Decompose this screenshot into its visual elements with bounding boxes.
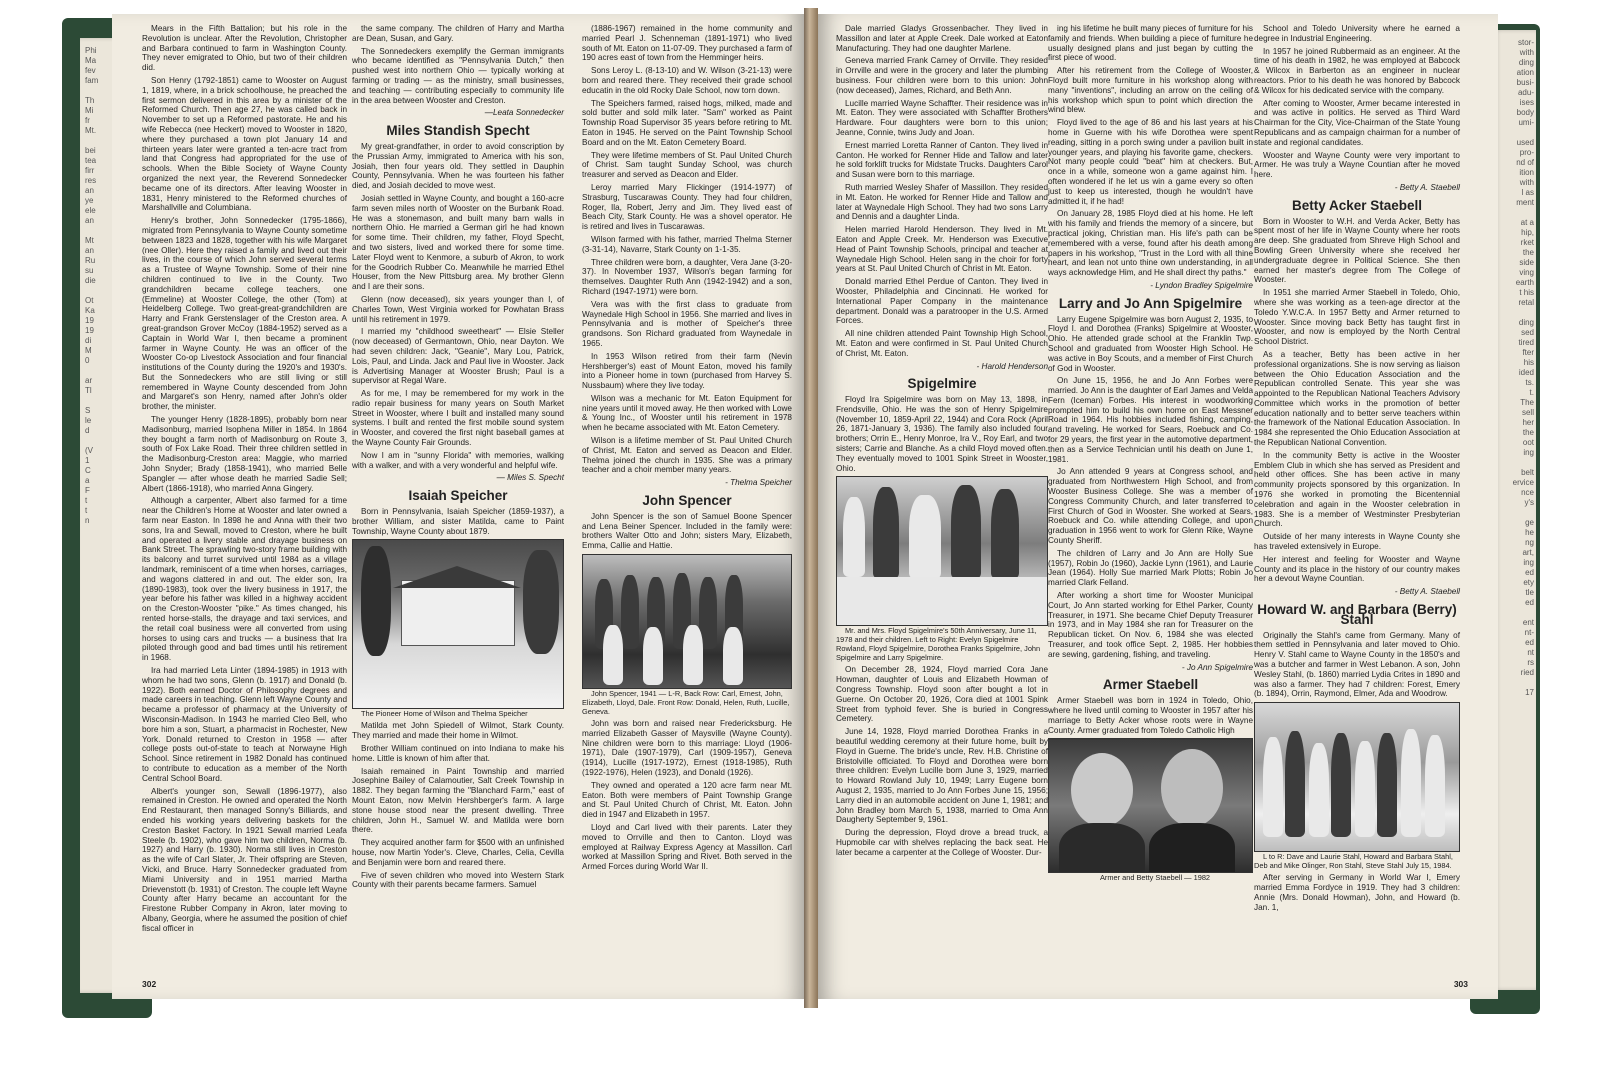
paragraph: Helen married Harold Henderson. They lived in Mt. Eaton and Apple Creek. Mr. Henderson was Executive Head of Paint Township Schools, principal and teacher at Waynedale High School. Helen sang in the choir for forty years at St. Paul United Church of Christ in Mt. Eaton. xyxy=(836,225,1048,274)
paragraph: Sons Leroy L. (8-13-10) and W. Wilson (3-21-13) were born and reared there. They received their grade school educatin in the old Rocky Dale School, now torn down. xyxy=(582,66,792,95)
paragraph: Although a carpenter, Albert also farmed for a time near the Children's Home at Wooster and later owned a farm near Easton. In 1898 he and Anna with their two sons, Ira and Sewall, moved to Creston, where he built and operated a livery stable and drayage business on Bank Street. The sprawling two-story frame building with its balcony and turret survived until 1984 as a village landmark, reminiscent of a time when horses, carriages, and wagons clattered in and out. The elder son, Ira (1890-1983), took over the livery business in 1917, the year before his father was killed in a highway accident on the Creston-Wooster "pike." As times changed, his rented horse-stalls, the drayage and taxi services, and the retail coal business were all converted from using horses to using cars and trucks — a business that Ira piloted through good and bad times until his retirement in 1968. xyxy=(142,496,347,663)
larry-jo-ann-article xyxy=(1048,315,1253,660)
book-spine xyxy=(804,8,818,1008)
paragraph: On January 28, 1985 Floyd died at his home. He left with his family and friends the memory of a sincere, but practical joking, Christian man. His life's path can be remembered with a verse, found after his death among papers in his workshop, "Trust in the Lord with all thine heart, and lean not unto thine own understanding, in all ways acknowledge Him, and He shall direct thy paths." xyxy=(1048,209,1253,278)
left-column-1 xyxy=(142,24,347,973)
speicher-article-continued xyxy=(582,24,792,475)
paragraph: In the community Betty is active in the Wooster Emblem Club in which she has served as President and held other offices. She has been active in many community projects sponsored by this organization. In 1976 she worked in promoting the Bicentennial celebration and again in the Wooster celebration in 1983. She is a member of Westminster Presbyterian Church. xyxy=(1254,450,1460,529)
edge-fragment: ety xyxy=(1523,578,1534,587)
edge-fragment: res xyxy=(85,176,97,185)
paragraph: Floyd Ira Spigelmire was born on May 13, 1898, in Frendsville, Ohio. He was the son of Henry Spigelmire (November 10, 1859-April 22, 1944) and Cora Rock (April 26, 1871-January 3, 1936). The family also included four brothers; Orrin E., Henry Monroe, Ira V., Roy Earl, and two sisters; Carrie and Blanche. As a child Floyd moved often. They eventually moved to 1001 Spink Street in Wooster, Ohio. xyxy=(836,395,1048,473)
edge-fragment: t. xyxy=(1529,388,1534,397)
edge-fragment: ed xyxy=(1525,638,1534,647)
paragraph: Leroy married Mary Flickinger (1914-1977) of Strasburg, Tuscarawas County. They had four children, Roger, Ila, Robert, Jerry and Jim. They lived east of Beach City, Stark County. He was a shovel operator. He is retired and lives in Tuscarawas. xyxy=(582,182,792,232)
paragraph: After working a short time for Wooster Municipal Court, Jo Ann started working for Ethel Parker, County Treasurer, in 1971. She became Chief Deputy Treasurer in 1973, and in May 1984 she ran for Treasurer on the Republican ticket. On Nov. 6, 1984 she was elected Treasurer, and took office Sept. 2, 1985. Her hobbies are sewing, gardening, fishing, and traveling. xyxy=(1048,591,1253,659)
edge-fragment: Ma xyxy=(85,56,97,65)
edge-fragment: Phi xyxy=(85,46,97,55)
edge-fragment: ar xyxy=(85,376,93,385)
edge-fragment: ation xyxy=(1516,68,1534,77)
edge-fragment: his xyxy=(1523,358,1534,367)
paragraph: Jo Ann attended 9 years at Congress school, and graduated from Northwestern High School, and from Wooster Business College. She was a member of Congress Community Church, and later transferred to First Church of God in Wooster. She worked at Sears, Roebuck and Co. while attending College, and upon graduation in 1956 went to work for Glenn Rike, Wayne County Sheriff. xyxy=(1048,467,1253,546)
edge-fragment: bei xyxy=(85,146,96,155)
paragraph: Geneva married Frank Carney of Orrville. They resided in Orrville and were in the grocery and later the plumbing business. Four children were born to this union: John (now deceased), James, Richard, and Beth Ann. xyxy=(836,56,1048,95)
edge-fragment: tle xyxy=(1525,588,1534,597)
heading-larry-jo-ann-spigelmire: Larry and Jo Ann Spigelmire xyxy=(1058,295,1243,311)
paragraph: Floyd lived to the age of 86 and his last years at his home in Guerne with his wife Dorothea were spent reading, sitting in a porch swing under a pavilion built in younger years, and playing his favorite game, checkers. Not many people could "beat" him at checkers. But, once in a while, someone won a game against him. I often wondered if he let us win a game every so often just to keep us interested, though he wouldn't have admitted it, if he had! xyxy=(1048,118,1253,206)
edge-fragment: ving xyxy=(1519,268,1534,277)
edge-fragment: at a xyxy=(1520,218,1534,227)
paragraph: School and Toledo University where he earned a degree in Industrial Engineering. xyxy=(1254,24,1460,43)
paragraph: Matilda met John Spiedell of Wilmot, Stark County. They married and made their home in Wilmot. xyxy=(352,721,564,741)
edge-fragment: pro- xyxy=(1519,148,1534,157)
paragraph: After serving in Germany in World War I, Emery married Emma Fordyce in 1919. They had 3 children: Annie (Mrs. Donald Howman), John, and Howard (b. Jan. 1, xyxy=(1254,873,1460,912)
edge-fragment: ed xyxy=(1525,598,1534,607)
byline: - Harold Henderson xyxy=(976,361,1048,371)
edge-fragment: ge xyxy=(1525,518,1534,527)
edge-fragment: fr xyxy=(85,116,90,125)
edge-fragment: with xyxy=(1519,48,1534,57)
edge-fragment: 19 xyxy=(85,316,94,325)
paragraph: Ruth married Wesley Shafer of Massillon. They resided in Mt. Eaton. He worked for Renner Hide and Tallow and later at Waynedale High School. They had two sons Larry and Dennis and a daughter Linda. xyxy=(836,182,1048,222)
paragraph: Isaiah remained in Paint Township and married Josephine Bailey of Calamoutier, Salt Creek Township in 1882. They began farming the "Blanchard Farm," east of Mount Eaton, now Melvin Hershberger's farm. A large stone house stood near the present dwelling. Three children, John H., Samuel W. and Matilda were born there. xyxy=(352,766,564,835)
paragraph: All nine children attended Paint Township High School, Mt. Eaton and were confirmed in St. Paul United Church of Christ, Mt. Eaton. xyxy=(836,329,1048,358)
page-number: 303 xyxy=(1453,979,1468,989)
edge-fragment: rs xyxy=(1527,658,1534,667)
byline: - Betty A. Staebell xyxy=(1394,182,1460,192)
paragraph: In 1953 Wilson retired from their farm (Nevin Hershberger's) east of Mount Eaton, moved his family into a Pioneer home in town (purchased from Harvey S. Nussbaum) where they live today. xyxy=(582,351,792,391)
edge-fragment: (V xyxy=(85,446,93,455)
edge-fragment: ding xyxy=(1518,58,1534,67)
edge-fragment: ises xyxy=(1519,98,1534,107)
paragraph: John Spencer is the son of Samuel Boone Spencer and Lena Beiner Spencer. Included in the family were: brothers Walter Otto and John; sisters Mary, Elizabeth, Emma, Callie and Hattie. xyxy=(582,511,792,551)
paragraph: In 1957 he joined Rubbermaid as an engineer. At the time of his death in 1982, he was employed at Babcock & Wilcox in Barberton as an engineer in nuclear reactors. Prior to his death he was honored by Babcock & Wilcox for his dedicated service with the company. xyxy=(1254,46,1460,95)
edge-fragment: belt xyxy=(1521,468,1534,477)
edge-fragment: ing xyxy=(1523,558,1534,567)
heading-miles-standish-specht: Miles Standish Specht xyxy=(386,123,530,139)
edge-fragment: firr xyxy=(85,166,95,175)
photo-caption: Armer and Betty Staebell — 1982 xyxy=(1099,873,1211,883)
paragraph: Born in Wooster to W.H. and Verda Acker, Betty has spent most of her life in Wayne County where her roots are deep. She graduated from Shreve High School and Bowling Green University where she received her undergraduate degree in Political Science. She then earned her master's degree from The College of Wooster. xyxy=(1254,216,1460,285)
edge-fragment: sed xyxy=(1521,328,1534,337)
spigelmire-article-intro xyxy=(836,395,1048,473)
specht-article xyxy=(352,142,564,471)
spigelmire-article-continued xyxy=(1048,24,1253,278)
edge-fragment: tired xyxy=(1518,338,1534,347)
edge-fragment: umi- xyxy=(1518,118,1534,127)
edge-fragment: ele xyxy=(85,206,96,215)
edge-fragment: M xyxy=(85,346,92,355)
edge-fragment: hip, xyxy=(1521,228,1534,237)
edge-fragment: Mt. xyxy=(85,126,97,135)
heading-john-spencer: John Spencer xyxy=(642,493,732,509)
right-column-1 xyxy=(836,24,1048,973)
edge-fragment: t his xyxy=(1519,288,1534,297)
edge-fragment: art, xyxy=(1522,548,1534,557)
paragraph: ing his lifetime he built many pieces of furniture for his family and friends. When building a piece of furniture he usually designed plans and just began by cutting the first piece of wood. xyxy=(1048,24,1253,63)
edge-fragment: su xyxy=(85,266,94,275)
photo-caption: John Spencer, 1941 — L-R, Back Row: Carl, Ernest, John, Elizabeth, Lloyd, Dale. Front Row: Donald, Helen, Ruth, Lucille, Geneva. xyxy=(582,689,790,717)
edge-fragment: C xyxy=(85,466,91,475)
paragraph: Wilson was a mechanic for Mt. Eaton Equipment for nine years until it moved away. He then worked with Lowe & Young Inc., of Wooster until his retirement in 1978 when he became associated with Mt. Eaton Cemetery. xyxy=(582,393,792,433)
edge-fragment: Th xyxy=(85,96,95,105)
edge-fragment: di xyxy=(85,336,92,345)
edge-fragment: l as xyxy=(1521,188,1534,197)
paragraph: On June 15, 1956, he and Jo Ann Forbes were married. Jo Ann is the daughter of Earl James and Velda Fern (Iceman) Forbes. His interest in woodworking prompted him to build his own home on East Messner Road in 1964. His hobbies included fishing, camping, and traveling. He worked for Sears, Roebuck and Co. for 29 years, the first year in the automotive department, then as a Service Technician until his death on June 1, 1981. xyxy=(1048,376,1253,464)
byline: — Miles S. Specht xyxy=(496,473,564,483)
paragraph: As a teacher, Betty has been active in her professional organizations. She is now serving as liaison between the Ohio Education Association and the Republican controlled Senate. This year she was appointed to the Republican National Teachers Advisory Committee which works in the promotion of better education nationally and to better serve teachers within the framework of the National Education Association. In 1984 she represented the Ohio Education Association at the Republican National Convention. xyxy=(1254,349,1460,448)
photo-caption: L to R: Dave and Laurie Stahl, Howard and Barbara Stahl, Deb and Mike Olinger, Ron Stahl, Steve Stahl July 15, 1984. xyxy=(1254,852,1453,871)
stahl-article-intro xyxy=(1254,631,1460,700)
page-number: 302 xyxy=(142,979,157,989)
paragraph: Son Henry (1792-1851) came to Wooster on August 1, 1819, where, in a brick schoolhouse, he preached the first sermon delivered in this area by a minister of the Reformed Church. Then age 27, he was called back in November to set up a Reformed pastorate. He and his wife Rebecca (nee Heckert) moved to Wooster in 1820, where they purchased a town plot January 14 and thirteen years later were granted a ten-acre tract from land that Congress had appropriated for the use of schools. When the Bible Society of Wayne County organized the next year, the Reverend Sonnedecker became one of its directors. After leaving Wooster in 1831, Henry ministered to the Reformed churches of Marshallville and Columbiana. xyxy=(142,75,347,213)
photo-armer-betty-staebell xyxy=(1048,738,1253,873)
right-page xyxy=(818,14,1498,999)
spencer-family-continued xyxy=(836,24,1048,359)
edge-fragment: with xyxy=(1519,178,1534,187)
paragraph: Donald married Ethel Perdue of Canton. They lived in Wooster, Philadelphia and Cincinnati. He worked for International Paper Company in the maintenance department. Donald was a paratrooper in the U.S. Armed Forces. xyxy=(836,277,1048,326)
edge-fragment: ervice xyxy=(1512,478,1534,487)
byline: - Thelma Speicher xyxy=(725,478,792,488)
paragraph: Her interest and feeling for Wooster and Wayne County and its place in the history of our country makes her a devout Wayne Countian. xyxy=(1254,554,1460,584)
left-column-3 xyxy=(582,24,792,973)
paragraph: They were lifetime members of St. Paul United Church of Christ. Sam taught Sunday School, was church treasurer and served as Deacon and Elder. xyxy=(582,150,792,180)
edge-fragment: the xyxy=(1522,248,1534,257)
paragraph: I married my "childhood sweetheart" — Elsie Steller (now deceased) of Germantown, Ohio, near Dayton. We had seven children: Jack, "Geanie", Mary Lou, Patrick, Lois, Paul, and Linda. Jack and Paul live in Wooster. Jack is Advertising Manager at Wooster Brush; Paul is a supervisor at Regal Ware. xyxy=(352,327,564,386)
paragraph: The children of Larry and Jo Ann are Holly Sue (1957), Robin Jo (1960), Jackie Lynn (1961), and Laurie Jean (1964). Holly Sue married Mark Plotts; Robin Jo married Clark Felland. xyxy=(1048,548,1253,588)
heading-isaiah-speicher: Isaiah Speicher xyxy=(408,488,508,504)
edge-fragment: rket xyxy=(1520,238,1534,247)
edge-fragment: retal xyxy=(1518,298,1534,307)
edge-fragment: an xyxy=(85,216,94,225)
edge-fragment: t xyxy=(85,496,88,505)
sonnedecker-article-continued xyxy=(142,24,347,934)
edge-fragment: busi- xyxy=(1516,78,1534,87)
edge-fragment: ided xyxy=(1518,368,1534,377)
spencer-article-intro xyxy=(582,512,792,551)
page-stack-right xyxy=(1494,30,1536,990)
photo-pioneer-home xyxy=(352,539,564,709)
edge-fragment: an xyxy=(85,186,94,195)
spigelmire-article xyxy=(836,665,1048,857)
paragraph: Originally the Stahl's came from Germany. Many of them settled in Pennsylvania and later moved to Ohio. Henry V. Stahl came to Wayne County in the 1850's and was a butcher and farmer in West Lebanon. A son, John Wesley Stahl, (b. 1860) married Lydia Crites in 1890 and was also a farmer. They had 7 children: Forest, Emery (b. 1894), Orrin, Raymond, Elmer, Ada and Woodrow. xyxy=(1254,630,1460,699)
paragraph: The Sonnedeckers exemplify the German immigrants who became identified as "Pennsylvania Dutch," then pushed west into northern Ohio — typically working at farming or trading — as the ministry, small businesses, and teaching — contributing especially to community life in the area between Wooster and Creston. xyxy=(352,46,564,105)
edge-fragment: fter xyxy=(1522,348,1534,357)
heading-betty-acker-staebell: Betty Acker Staebell xyxy=(1291,197,1423,213)
edge-fragment: Ru xyxy=(85,256,96,265)
edge-fragment: tea xyxy=(85,156,97,165)
edge-fragment: adu- xyxy=(1517,88,1534,97)
paragraph: On December 28, 1924, Floyd married Cora Jane Howman, daughter of Louis and Elizabeth Howman of Congress Township. Floyd soon after bought a lot in Guerne. On October 20, 1926, Cora died at 1001 Spink Street from typhoid fever. She is buried in Congress Cemetery. xyxy=(836,665,1048,724)
paragraph: After coming to Wooster, Armer became interested in and was active in politics. He served as Third Ward Chairman for the City, Vice-Chairman of the State Young Republicans and as campaign chairman for a number of state and regional candidates. xyxy=(1254,98,1460,147)
betty-article xyxy=(1254,217,1460,585)
edge-fragment: body xyxy=(1516,108,1534,117)
paragraph: Wilson farmed with his father, married Thelma Sterner (3-31-14), Navarre, Stark County on 1-1-35. xyxy=(582,234,792,254)
paragraph: Glenn (now deceased), six years younger than I, of Charles Town, West Virginia worked for Powhatan Brass until his retirement in 1979. xyxy=(352,294,564,324)
edge-fragment: ts. xyxy=(1525,378,1534,387)
photo-spencer-family xyxy=(582,554,792,689)
edge-fragment: used xyxy=(1516,138,1534,147)
paragraph: Ernest married Loretta Ranner of Canton. They lived in Canton. He worked for Renner Hide and Tallow and later he sold forklift trucks for Midstate Trucks. Daughters Carol and Susan were born to this marriage. xyxy=(836,140,1048,180)
paragraph: Mears in the Fifth Battalion; but his role in the Revolution is unclear. After the Revolution, Christopher and Barbara continued to farm in Washington County. They never emigrated to Ohio, but two of their children did. xyxy=(142,24,347,73)
edge-fragment: fam xyxy=(85,76,99,85)
edge-fragment: ment xyxy=(1516,198,1534,207)
armer-article-continued xyxy=(1254,24,1460,180)
paragraph: Five of seven children who moved into Western Stark County with their parents became farmers. Samuel xyxy=(352,870,564,890)
edge-fragment: Ka xyxy=(85,306,95,315)
paragraph: June 14, 1928, Floyd married Dorothea Franks in a beautiful wedding ceremony at their future home, built by Floyd in Guerne. The bride's uncle, Rev. H.B. Christine of Bristolville officiated. To Floyd and Dorothea were born three children: Evelyn Lucille born June 3, 1929, married to Howard Rowland July 10, 1949; Larry Eugene born August 2, 1935, married to Jo Ann Forbes June 15, 1956; Larry died in an automobile accident on June 1, 1981; and John Bradley born March 5, 1938, married to Oma Ann Daugherty September 9, 1961. xyxy=(836,727,1048,825)
sonnedecker-article-end xyxy=(352,24,564,105)
edge-fragment: fev xyxy=(85,66,96,75)
byline: - Betty A. Staebell xyxy=(1394,587,1460,597)
right-edge-text xyxy=(1494,30,1536,698)
edge-fragment: Tl xyxy=(85,386,92,395)
edge-fragment: side xyxy=(1519,258,1534,267)
edge-fragment: F xyxy=(85,486,90,495)
edge-fragment: ding xyxy=(1518,318,1534,327)
paragraph: Dale married Gladys Grossenbacher. They lived in Massillon and later at Apple Creek. Dale worked at Eaton Manufacturing. They had one daughter Marlene. xyxy=(836,24,1048,53)
edge-fragment: 17 xyxy=(1525,688,1534,697)
paragraph: Now I am in "sunny Florida" with memories, walking with a walker, and with a very wonderful and helpful wife. xyxy=(352,450,564,470)
edge-fragment: Mt xyxy=(85,236,94,245)
paragraph: Albert's younger son, Sewall (1896-1977), also remained in Creston. He owned and operated the North End Restaurant, then managed Sonny's Billiards, and ended his working years delivering baskets for the Creston Basket Factory. In 1921 Sewall married Leafa Steele (b. 1902), who gave him two children, Norma (b. 1927) and Harry (b. 1930). Norma still lives in Creston as the wife of Carl Slater, Jr. Their offspring are Steven, Vicki, and Bruce. Harry Sonnedecker graduated from Miami University and in 1951 married Martha Drievenstott (b. 1931) of Creston. The couple left Wayne County after Harry became an accountant for the Firestone Rubber Company in Akron, later moving to Albany, Georgia, where he assumed the position of chief fiscal officer in xyxy=(142,786,347,933)
edge-fragment: t xyxy=(85,506,88,515)
edge-fragment: y's xyxy=(1524,498,1534,507)
edge-fragment: sell xyxy=(1521,408,1534,417)
speicher-article-intro xyxy=(352,507,564,536)
edge-fragment: ent xyxy=(1522,618,1534,627)
paragraph: John was born and raised near Fredericksburg. He married Elizabeth Gasser of Maysville (Wayne County). Nine children were born to this marriage: Lloyd (1906-1971), Dale (1907-1979), Carl (1909-1957), Geneva (1914), Lucille (1917-1972), Ernest (1918-1985), Ruth (1922-1976), Helen (1923), and Donald (1926). xyxy=(582,719,792,778)
paragraph: Born in Pennsylvania, Isaiah Speicher (1859-1937), a brother William, and sister Matilda, came to Paint Township, Wayne County about 1879. xyxy=(352,507,564,536)
paragraph: Armer Staebell was born in 1924 in Toledo, Ohio, where he lived until coming to Wooster in 1957 after his marriage to Betty Acker whose roots were in Wayne County. Armer graduated from Toledo Catholic High xyxy=(1048,696,1253,735)
edge-fragment: ed xyxy=(1525,568,1534,577)
edge-fragment: oot xyxy=(1522,438,1534,447)
paragraph: Larry Eugene Spigelmire was born August 2, 1935, to Floyd I. and Dorothea (Franks) Spigelmire at Wooster, Ohio. He attended grade school at the Franklin Twp. School and graduated from Wooster High School. He was active in Boy Scouts, and a member of First Church of God in Wooster. xyxy=(1048,314,1253,373)
paragraph: During the depression, Floyd drove a bread truck, a Hupmobile car with shelves replacing the back seat. He later became a carpenter at the College of Wooster. Dur- xyxy=(836,828,1048,857)
edge-fragment: he xyxy=(1525,528,1534,537)
edge-fragment: The xyxy=(1520,398,1534,407)
paragraph: In 1951 she married Armer Staebell in Toledo, Ohio, where she was working as a teen-age director at the Toledo Y.W.C.A. In 1957 Betty and Armer returned to Wooster. Since moving back Betty has taught first in Wooster, and now is employed by the North Central School District. xyxy=(1254,288,1460,347)
edge-fragment: le xyxy=(85,416,92,425)
left-page xyxy=(112,14,804,999)
photo-caption: The Pioneer Home of Wilson and Thelma Speicher xyxy=(361,709,528,719)
stahl-article xyxy=(1254,873,1460,912)
heading-stahl: Howard W. and Barbara (Berry) Stahl xyxy=(1257,602,1457,627)
right-column-3 xyxy=(1254,24,1460,973)
paragraph: (1886-1967) remained in the home community and married Pearl J. Schenneman (1891-1971) who lived south of Mt. Eaton on 11-07-09. They purchased a farm of 190 acres east of town from the Hemminger heirs. xyxy=(582,24,792,63)
paragraph: the same company. The children of Harry and Martha are Dean, Susan, and Gary. xyxy=(352,24,564,43)
photo-spigelmire-anniversary xyxy=(836,476,1048,626)
edge-fragment: 1 xyxy=(85,456,90,465)
paragraph: Josiah settled in Wayne County, and bought a 160-acre farm seven miles north of Wooster on the Burbank Road. He was a stonemason, and built many barn walls in northern Ohio. He married a German girl he had known for some time. Their children, my father, Floyd Specht, and two sisters, lived and worked there for some time. Later Floyd went to Kenmore, a suburb of Akron, to work for the Goodrich Rubber Co. Meanwhile he married Ethel Houser, from the New Pittsburg area. My brother Glenn and I are their sons. xyxy=(352,193,564,292)
heading-spigelmire: Spigelmire xyxy=(907,376,977,392)
edge-fragment: stor- xyxy=(1518,38,1534,47)
paragraph: The younger Henry (1828-1895), probably born near Madisonburg, married Isophena Miller in 1854. In 1864 they bought a farm north of Madisonburg on Route 3, south of Fox Lake Road. Their three children settled in the Madisonburg-Creston area: Maggie, who married John Snyder; Brady (1858-1941), who married Belle Spangler — after whose death he married Sadie Sell; Albert (1866-1918), who married Anna Gingery. xyxy=(142,415,347,493)
paragraph: Lloyd and Carl lived with their parents. Later they moved to Orrville and then to Canton. Lloyd was employed at Railway Express Agency at Massillon. Carl worked at Massillon Spring and Rivet. Both served in the Armed Forces during World War II. xyxy=(582,823,792,872)
edge-fragment: ing xyxy=(1523,448,1534,457)
edge-fragment: ng xyxy=(1525,538,1534,547)
paragraph: As for me, I may be remembered for my work in the radio repair business for many years on South Market Street in Wooster, where I built and installed many sound systems. I built and rented the first mobile sound system in Wooster, and covered the first night baseball games at the Wayne County Fair Grounds. xyxy=(352,389,564,448)
armer-article-intro xyxy=(1048,696,1253,735)
paragraph: My great-grandfather, in order to avoid conscription by the Prussian Army, immigrated to America with his son, Josiah, then four years old. They settled in Dauphin County, Pennsylvania. When he was fourteen his father died, and Josiah decided to move west. xyxy=(352,141,564,191)
paragraph: Ira had married Leta Linter (1894-1985) in 1913 with whom he had two sons, Glenn (b. 1917) and Donald (b. 1922). Both earned Doctor of Philosophy degrees and made careers in teaching. Glenn left Wayne County and became a professor of pharmacy at the University of Wisconsin-Madison. In 1943 he married Cleo Bell, who bore him a son, Stuart, a pharmacist in Rochester, New York. Donald returned to Creston in 1958 — after college posts out-of-state to teach at Norwayne High School. Since retirement in 1982 Donald has continued to contribute to education as a member of the North Central School Board. xyxy=(142,666,347,783)
right-column-2 xyxy=(1048,24,1253,973)
edge-fragment: die xyxy=(85,276,96,285)
paragraph: Lucille married Wayne Schaffter. Their residence was in Mt. Eaton. They were associated with Schaffter Brothers Hardware. Four daughters were born to this union; Jeanne, Connie, twins Judy and Joan. xyxy=(836,98,1048,137)
photo-caption: Mr. and Mrs. Floyd Spigelmire's 50th Anniversary, June 11, 1978 and their children. Left to Right: Evelyn Spigelmire Rowland, Floyd Spigelmire, Dorothea Franks Spigelmire, John Spigelmire and Larry Spigelmire. xyxy=(836,626,1041,663)
paragraph: They owned and operated a 120 acre farm near Mt. Eaton. Both were members of Paint Township Grange and St. Paul United Church of Christ, Mt. Eaton. John died in 1947 and Elizabeth in 1957. xyxy=(582,780,792,820)
edge-fragment: S xyxy=(85,406,91,415)
edge-fragment: a xyxy=(85,476,90,485)
byline: —Leata Sonnedecker xyxy=(484,108,564,118)
edge-fragment: Ot xyxy=(85,296,94,305)
edge-fragment: 0 xyxy=(85,356,90,365)
edge-fragment: ye xyxy=(85,196,94,205)
paragraph: They acquired another farm for $500 with an unfinished house, now Martin Yoder's. Cleve, Charles, Celia, Cevilla and Benjamin were born and reared there. xyxy=(352,838,564,867)
edge-fragment: nt- xyxy=(1524,628,1534,637)
paragraph: Wilson is a lifetime member of St. Paul United Church of Christ, Mt. Eaton and served as Deacon and Elder. Thelma joined the church in 1935. She was a primary teacher and a choir member many years. xyxy=(582,436,792,475)
edge-fragment: d xyxy=(85,426,90,435)
speicher-article xyxy=(352,721,564,890)
edge-fragment: an xyxy=(85,246,94,255)
edge-fragment: nt xyxy=(1527,648,1534,657)
left-column-2 xyxy=(352,24,564,973)
byline: - Lyndon Bradley Spigelmire xyxy=(1150,280,1253,290)
paragraph: Outside of her many interests in Wayne County she has traveled extensively in Europe. xyxy=(1254,532,1460,552)
paragraph: Brother William continued on into Indiana to make his home. Little is known of him after that. xyxy=(352,744,564,763)
paragraph: The Speichers farmed, raised hogs, milked, made and sold butter and sold milk later. "Sam" worked as Paint Township Road Supervisor 35 years before retiring to Mt. Eaton in 1945. He served on the Paint Township School Board and on the Mt. Eaton Cemetery Board. xyxy=(582,98,792,147)
edge-fragment: n xyxy=(85,516,90,525)
paragraph: After his retirement from the College of Wooster, Floyd built more furniture in his workshop along with many "inventions", including an arrow on the ceiling of his workshop which spun to point which direction the wind blew. xyxy=(1048,66,1253,115)
byline: - Jo Ann Spigelmire xyxy=(1181,662,1253,672)
spencer-article xyxy=(582,719,792,872)
paragraph: Wooster and Wayne County were very important to Armer. He was truly a Wayne Countian after he moved here. xyxy=(1254,150,1460,180)
edge-fragment: ition xyxy=(1519,168,1534,177)
edge-fragment: nd of xyxy=(1516,158,1534,167)
edge-fragment: the xyxy=(1522,428,1534,437)
photo-stahl-family xyxy=(1254,702,1460,852)
edge-fragment: Mi xyxy=(85,106,94,115)
edge-fragment: her xyxy=(1522,418,1534,427)
paragraph: Three children were born, a daughter, Vera Jane (3-20-37). In November 1937, Wilson's began farming for themselves. Daughter Ruth Ann (1942-1942) and a son, Richard (1947-1971) were born. xyxy=(582,257,792,296)
edge-fragment: nce xyxy=(1521,488,1534,497)
edge-fragment: earth xyxy=(1515,278,1534,287)
edge-fragment: 19 xyxy=(85,326,94,335)
paragraph: Vera was with the first class to graduate from Waynedale High School in 1956. She married and lives in Pennsylvania and is mother of Speicher's three grandsons. Son Richard graduated from Waynedale in 1965. xyxy=(582,299,792,348)
heading-armer-staebell: Armer Staebell xyxy=(1102,677,1199,693)
paragraph: Henry's brother, John Sonnedecker (1795-1866), migrated from Pennsylvania to Wayne County sometime between 1823 and 1828, together with his wife Margaret (nee Oller). Here they raised a family and lived out their lives, in the course of which John served several terms as a Trustee of Wayne Township. Some of their nine children continued to live in the County. Two grandchildren became college teachers, one (Emmeline) at Wooster College, the other (Tom) at Heidelberg College. Two great-great-grandchildren are Harry and Frank Gerstenslager of the Creston area. A great-grandson Grover McCoy (1884-1952) served as a Captain in World War I, then became a prominent farmer in Wayne County. He was an officer of the Wooster Co-op Livestock Association and four financial institutions of the County during the 1920's and 1930's. But the Sonnedeckers who are still living or still remembered in Wayne County descended from John and Margaret's son Henry, named after John's older brother, the minister. xyxy=(142,216,347,412)
edge-fragment: ried xyxy=(1520,668,1534,677)
